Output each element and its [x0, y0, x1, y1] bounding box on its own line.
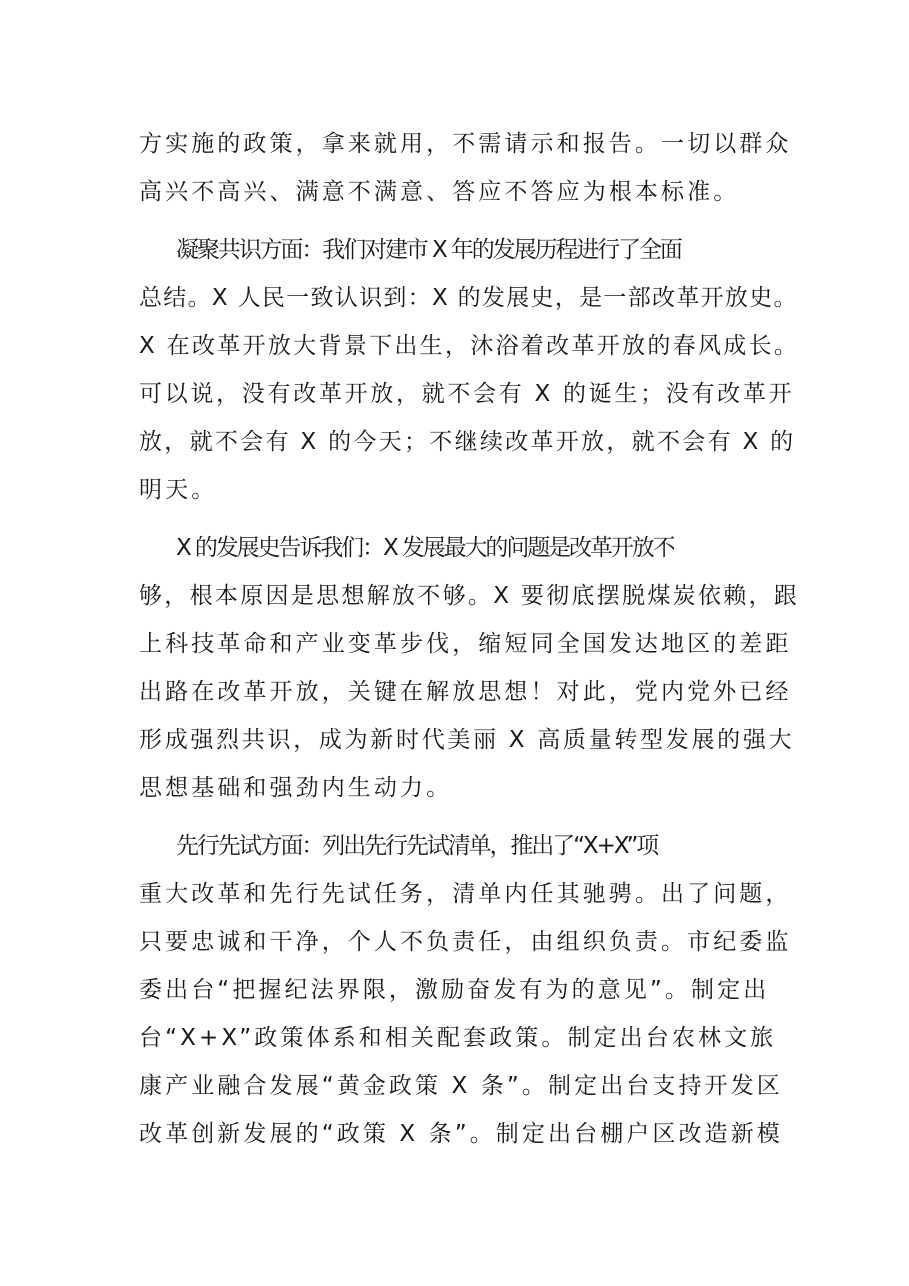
paragraph-4-line-3: 只要忠诚和干净，个人不负责任，由组织负责。市纪委监: [139, 929, 792, 955]
paragraph-2-line-4: 可以说，没有改革开放，就不会有 X 的诞生；没有改革开: [139, 381, 795, 407]
paragraph-4-line-4: 委出台“把握纪法界限，激励奋发有为的意见”。制定出: [139, 977, 770, 1003]
paragraph-2-line-6: 明天。: [139, 477, 218, 503]
paragraph-3-line-5: 形成强烈共识，成为新时代美丽 X 高质量转型发展的强大: [139, 727, 795, 753]
paragraph-1-line-1: 方实施的政策，拿来就用，不需请示和报告。一切以群众: [139, 131, 792, 157]
paragraph-4-line-7: 改革创新发展的“政策 X 条”。制定出台棚户区改造新模: [139, 1121, 783, 1147]
paragraph-4-line-2: 重大改革和先行先试任务，清单内任其驰骋。出了问题，: [139, 881, 792, 907]
paragraph-2-line-2: 总结。X 人民一致认识到：X 的发展史，是一部改革开放史。: [139, 285, 798, 311]
paragraph-3-line-3: 上科技革命和产业变革步伐，缩短同全国发达地区的差距: [139, 631, 792, 657]
paragraph-3-line-1: X 的发展史告诉我们：X 发展最大的问题是改革开放不: [176, 535, 674, 561]
paragraph-1-line-2: 高兴不高兴、满意不满意、答应不答应为根本标准。: [139, 179, 740, 205]
paragraph-4-line-1: 先行先试方面：列出先行先试清单，推出了“X+X”项: [176, 833, 658, 859]
paragraph-2-line-5: 放，就不会有 X 的今天；不继续改革开放，就不会有 X 的: [139, 429, 796, 455]
paragraph-2-line-1: 凝聚共识方面：我们对建市 X 年的发展历程进行了全面: [176, 237, 681, 263]
paragraph-4-line-6: 康产业融合发展“黄金政策 X 条”。制定出台支持开发区: [139, 1073, 783, 1099]
paragraph-2-line-3: X 在改革开放大背景下出生，沐浴着改革开放的春风成长。: [139, 333, 800, 359]
paragraph-4-line-5: 台“X+X”政策体系和相关配套政策。制定出台农林文旅: [139, 1025, 777, 1051]
paragraph-3-line-6: 思想基础和强劲内生动力。: [139, 775, 453, 801]
paragraph-3-line-2: 够，根本原因是思想解放不够。X 要彻底摆脱煤炭依赖，跟: [139, 583, 800, 609]
paragraph-3-line-4: 出路在改革开放，关键在解放思想！对此，党内党外已经: [139, 679, 792, 705]
